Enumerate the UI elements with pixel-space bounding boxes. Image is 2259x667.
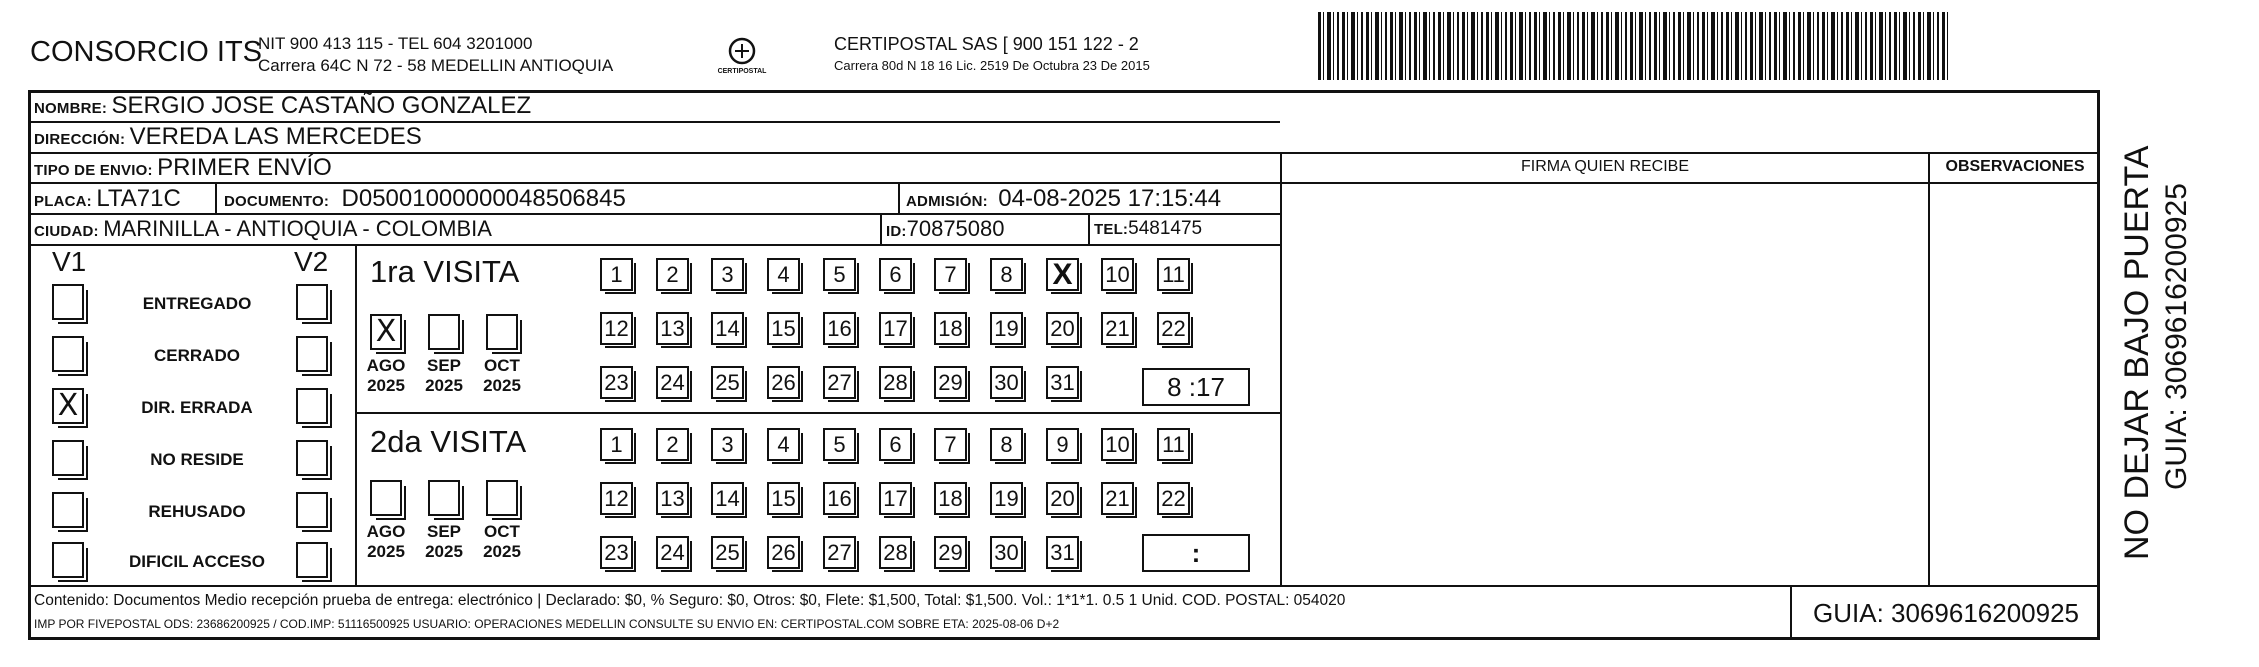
day-box[interactable]: 19 <box>990 312 1023 345</box>
tipo-value: PRIMER ENVÍO <box>157 154 332 181</box>
tipo-label: TIPO DE ENVIO: <box>34 162 153 179</box>
month-name: AGO <box>366 356 406 375</box>
observaciones-area[interactable] <box>1932 186 2098 583</box>
month-year: 2025 <box>483 542 521 561</box>
day-box[interactable]: 6 <box>879 428 912 461</box>
address-line: Carrera 64C N 72 - 58 MEDELLIN ANTIOQUIA <box>258 56 614 75</box>
month-year: 2025 <box>425 376 463 395</box>
day-box[interactable]: 24 <box>656 536 689 569</box>
day-box[interactable]: 10 <box>1101 258 1134 291</box>
month-label <box>360 356 412 396</box>
day-box[interactable]: 17 <box>879 482 912 515</box>
company-name: CONSORCIO ITS <box>30 36 263 68</box>
month-checkbox[interactable] <box>486 314 518 350</box>
month-name: SEP <box>426 522 462 541</box>
day-box[interactable]: 24 <box>656 366 689 399</box>
month-label <box>476 356 528 396</box>
day-box[interactable]: 1 <box>600 258 633 291</box>
visit1-title: 1ra VISITA <box>370 254 520 289</box>
month-year: 2025 <box>425 542 463 561</box>
nombre-label: NOMBRE: <box>34 100 108 117</box>
v1-checkbox[interactable] <box>52 440 84 476</box>
month-checkbox[interactable] <box>428 314 460 350</box>
day-box[interactable]: 8 <box>990 428 1023 461</box>
visit2-time[interactable]: : <box>1142 534 1250 572</box>
visit1-time[interactable]: 8 :17 <box>1142 368 1250 406</box>
day-box[interactable]: 7 <box>934 258 967 291</box>
admision-value: 04-08-2025 17:15:44 <box>998 185 1222 212</box>
day-box[interactable]: 27 <box>823 366 856 399</box>
day-box[interactable]: 8 <box>990 258 1023 291</box>
day-box[interactable]: 22 <box>1157 312 1190 345</box>
certipostal-line: CERTIPOSTAL SAS [ 900 151 122 - 2 <box>834 34 1139 54</box>
day-box[interactable]: 26 <box>767 366 800 399</box>
month-label <box>476 522 528 562</box>
tel-value: 5481475 <box>1128 218 1203 239</box>
day-box[interactable]: 20 <box>1046 482 1079 515</box>
day-box[interactable]: 14 <box>711 482 744 515</box>
documento-value: D05001000000048506845 <box>341 185 626 212</box>
v1-checkbox[interactable] <box>52 336 84 372</box>
day-box[interactable]: 13 <box>656 312 689 345</box>
month-checkbox[interactable]: X <box>370 314 402 350</box>
signature-area[interactable] <box>1284 186 1926 583</box>
day-box[interactable]: 13 <box>656 482 689 515</box>
day-box[interactable]: 4 <box>767 428 800 461</box>
day-box[interactable]: 18 <box>934 312 967 345</box>
direccion-label: DIRECCIÓN: <box>34 131 126 148</box>
v2-checkbox[interactable] <box>296 542 328 578</box>
day-box[interactable]: 12 <box>600 312 633 345</box>
logo-text: CERTIPOSTAL <box>717 68 767 75</box>
month-name: OCT <box>484 522 520 541</box>
month-label <box>418 522 470 562</box>
v1-checkbox[interactable]: X <box>52 388 84 424</box>
day-box[interactable]: 23 <box>600 366 633 399</box>
day-box[interactable]: 5 <box>823 428 856 461</box>
day-box[interactable]: 30 <box>990 366 1023 399</box>
day-box[interactable]: 25 <box>711 536 744 569</box>
month-checkbox[interactable] <box>428 480 460 516</box>
certipostal-address: Carrera 80d N 18 16 Lic. 2519 De Octubra 23 De 2015 <box>834 58 1150 73</box>
day-box[interactable]: 29 <box>934 366 967 399</box>
ciudad-row <box>34 216 492 242</box>
day-box[interactable]: 21 <box>1101 312 1134 345</box>
firma-label: FIRMA QUIEN RECIBE <box>1520 158 1690 175</box>
day-box[interactable]: 7 <box>934 428 967 461</box>
status-label: DIR. ERRADA <box>141 398 253 417</box>
day-box[interactable]: 19 <box>990 482 1023 515</box>
nombre-value: SERGIO JOSE CASTAÑO GONZALEZ <box>111 92 532 119</box>
month-name: OCT <box>484 356 520 375</box>
day-box[interactable]: 14 <box>711 312 744 345</box>
day-box[interactable]: 28 <box>879 366 912 399</box>
status-label: REHUSADO <box>148 502 246 521</box>
nombre-row <box>34 92 531 120</box>
certipostal-logo <box>712 34 772 80</box>
ciudad-value: MARINILLA - ANTIOQUIA - COLOMBIA <box>103 216 492 241</box>
day-box[interactable]: 30 <box>990 536 1023 569</box>
status-label: CERRADO <box>154 346 240 365</box>
placa-value: LTA71C <box>96 185 181 212</box>
contenido-text: Contenido: Documentos Medio recepción prueba de entrega: electrónico | Declarado: $0, % Seguro: $0, Otros: $0, Flete: $1,500, Total: $1,500. Vol.: 1*1*1. 0.5 1 Unid. COD. POSTAL: 054020 <box>34 592 1346 609</box>
day-box[interactable]: 27 <box>823 536 856 569</box>
barcode <box>1318 12 1948 80</box>
placa-label: PLACA: <box>34 193 92 210</box>
day-box[interactable]: 20 <box>1046 312 1079 345</box>
v2-checkbox[interactable] <box>296 440 328 476</box>
month-checkbox[interactable] <box>370 480 402 516</box>
v1-checkbox[interactable] <box>52 284 84 320</box>
day-box[interactable]: 21 <box>1101 482 1134 515</box>
v2-checkbox[interactable] <box>296 284 328 320</box>
day-box[interactable]: 11 <box>1157 258 1190 291</box>
month-year: 2025 <box>367 376 405 395</box>
day-box[interactable]: 9 <box>1046 428 1079 461</box>
tel-label: TEL: <box>1094 221 1129 238</box>
day-box[interactable]: X <box>1046 258 1079 291</box>
month-checkbox[interactable] <box>486 480 518 516</box>
v2-checkbox[interactable] <box>296 388 328 424</box>
v2-checkbox[interactable] <box>296 492 328 528</box>
v2-header: V2 <box>294 246 329 277</box>
day-box[interactable]: 22 <box>1157 482 1190 515</box>
month-year: 2025 <box>483 376 521 395</box>
status-label: ENTREGADO <box>142 294 252 313</box>
day-box[interactable]: 6 <box>879 258 912 291</box>
direccion-value: VEREDA LAS MERCEDES <box>129 123 422 150</box>
imp-text: IMP POR FIVEPOSTAL ODS: 23686200925 / COD.IMP: 51116500925 USUARIO: OPERACIONES MEDELLIN CONSULTE SU ENVIO EN: CERTIPOSTAL.COM SOBRE ETA: 2025-08-06 D+2 <box>34 617 1060 631</box>
day-box[interactable]: 26 <box>767 536 800 569</box>
day-box[interactable]: 23 <box>600 536 633 569</box>
day-box[interactable]: 2 <box>656 428 689 461</box>
side-guia: GUIA: 3069616200925 <box>2160 183 2193 490</box>
day-box[interactable]: 17 <box>879 312 912 345</box>
v2-checkbox[interactable] <box>296 336 328 372</box>
day-box[interactable]: 31 <box>1046 366 1079 399</box>
ciudad-label: CIUDAD: <box>34 223 99 240</box>
id-row <box>886 216 1005 242</box>
day-box[interactable]: 10 <box>1101 428 1134 461</box>
v1-checkbox[interactable] <box>52 492 84 528</box>
day-box[interactable]: 1 <box>600 428 633 461</box>
admision-label: ADMISIÓN: <box>906 193 988 210</box>
day-box[interactable]: 18 <box>934 482 967 515</box>
day-box[interactable]: 4 <box>767 258 800 291</box>
day-box[interactable]: 2 <box>656 258 689 291</box>
tipo-row <box>34 154 332 182</box>
day-box[interactable]: 3 <box>711 258 744 291</box>
day-box[interactable]: 15 <box>767 312 800 345</box>
status-label: DIFICIL ACCESO <box>128 552 265 571</box>
admision-row <box>906 185 1221 213</box>
v1-header: V1 <box>52 246 87 277</box>
direccion-row <box>34 123 422 151</box>
day-box[interactable]: 16 <box>823 312 856 345</box>
day-box[interactable]: 3 <box>711 428 744 461</box>
month-label <box>418 356 470 396</box>
day-box[interactable]: 31 <box>1046 536 1079 569</box>
visit2-title: 2da VISITA <box>370 424 527 459</box>
side-warning: NO DEJAR BAJO PUERTA <box>2118 145 2156 560</box>
id-label: ID: <box>886 223 907 240</box>
status-label: NO RESIDE <box>150 450 244 469</box>
day-box[interactable]: 28 <box>879 536 912 569</box>
month-name: AGO <box>366 522 406 541</box>
v1-checkbox[interactable] <box>52 542 84 578</box>
documento-row <box>224 185 626 213</box>
day-box[interactable]: 25 <box>711 366 744 399</box>
month-label <box>360 522 412 562</box>
observaciones-label: OBSERVACIONES <box>1945 158 2085 175</box>
documento-label: DOCUMENTO: <box>224 193 330 210</box>
nit-line: NIT 900 413 115 - TEL 604 3201000 <box>258 34 533 53</box>
day-box[interactable]: 12 <box>600 482 633 515</box>
day-box[interactable]: 29 <box>934 536 967 569</box>
month-name: SEP <box>426 356 462 375</box>
day-box[interactable]: 15 <box>767 482 800 515</box>
placa-row <box>34 185 181 213</box>
id-value: 70875080 <box>906 216 1005 241</box>
day-box[interactable]: 16 <box>823 482 856 515</box>
day-box[interactable]: 11 <box>1157 428 1190 461</box>
month-year: 2025 <box>367 542 405 561</box>
tel-row <box>1094 218 1202 240</box>
day-box[interactable]: 5 <box>823 258 856 291</box>
footer-guia: GUIA: 3069616200925 <box>1813 598 2079 628</box>
